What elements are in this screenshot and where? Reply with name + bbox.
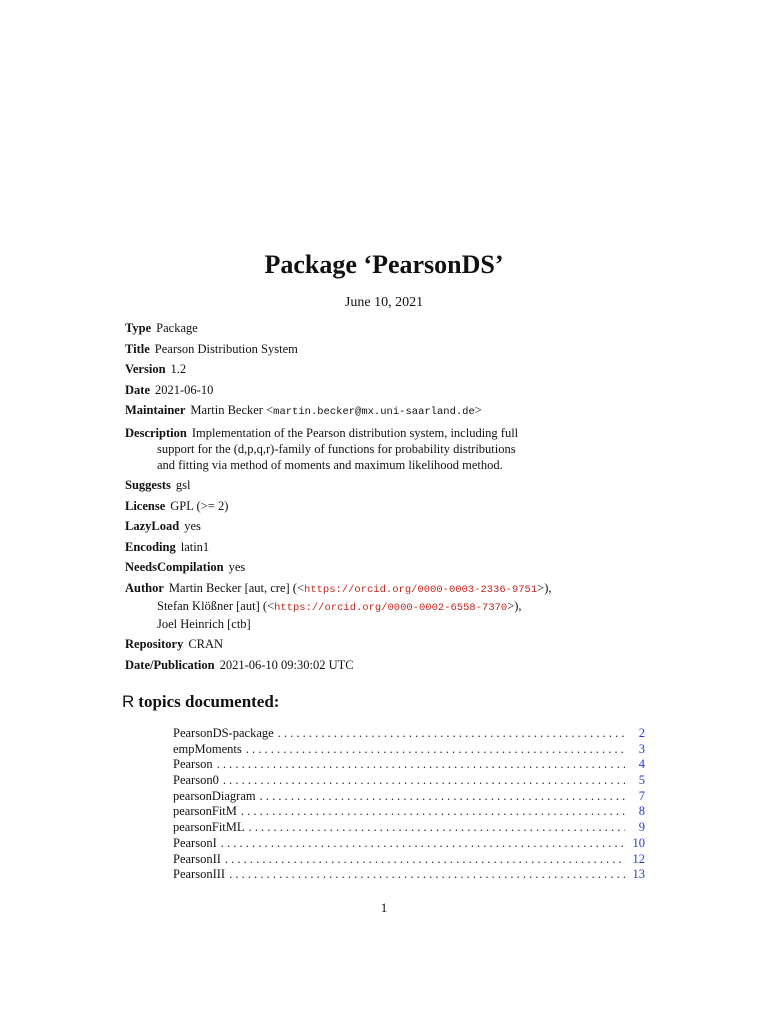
maintainer-close: >: [474, 403, 482, 417]
toc-item[interactable]: [173, 836, 645, 852]
toc-item[interactable]: [173, 820, 645, 836]
field-key: Author: [125, 580, 164, 595]
description-fields: [125, 320, 645, 677]
toc-heading-text: topics documented:: [138, 692, 280, 711]
toc-page-link[interactable]: 2: [638, 726, 645, 740]
author-text: >),: [507, 598, 522, 613]
toc-page-link[interactable]: 10: [632, 835, 645, 850]
toc-item-name[interactable]: PearsonI: [173, 835, 217, 850]
field-key: Encoding: [125, 539, 176, 554]
toc-item[interactable]: [173, 789, 645, 805]
field-encoding: [125, 539, 645, 555]
field-value: GPL (>= 2): [170, 498, 229, 513]
toc-item[interactable]: [173, 804, 645, 820]
toc-item-name[interactable]: pearsonDiagram: [173, 788, 256, 803]
toc-item[interactable]: [173, 742, 645, 758]
toc-leader-dots: [217, 757, 625, 772]
toc-item[interactable]: [173, 757, 645, 773]
toc-leader-dots: [241, 804, 625, 819]
author-text: Martin Becker [aut, cre] (<: [168, 580, 305, 595]
toc-leader-dots: [225, 852, 625, 867]
description-line: and fitting via method of moments and maximum likelihood method.: [157, 457, 503, 472]
field-value: 1.2: [170, 362, 187, 376]
toc-item-name[interactable]: pearsonFitML: [173, 820, 245, 835]
field-value: latin1: [180, 539, 210, 554]
toc-page-link[interactable]: 13: [632, 867, 645, 882]
toc-item[interactable]: [173, 773, 645, 789]
field-title: [125, 341, 645, 357]
field-publication: [125, 657, 645, 673]
field-key: Maintainer: [125, 403, 186, 417]
toc-item[interactable]: [173, 852, 645, 868]
author-line: [125, 598, 645, 616]
toc-leader-dots: [249, 820, 625, 835]
toc-page-link[interactable]: 8: [638, 804, 645, 819]
description-line: support for the (d,p,q,r)-family of functions for probability distributions: [157, 441, 516, 456]
toc-leader-dots: [229, 867, 625, 882]
r-logo-icon: R: [122, 692, 135, 711]
field-key: Suggests: [125, 478, 171, 492]
field-value: Pearson Distribution System: [154, 341, 298, 356]
field-key: NeedsCompilation: [125, 560, 224, 574]
field-key: License: [125, 498, 166, 513]
field-value: yes: [228, 560, 246, 574]
page-number: 1: [380, 900, 388, 915]
toc-leader-dots: [278, 726, 625, 741]
toc-leader-dots: [223, 773, 625, 788]
toc-page-link[interactable]: 7: [638, 788, 645, 803]
toc-leader-dots: [246, 742, 625, 757]
toc-item-name[interactable]: Pearson: [173, 757, 213, 772]
toc-item-name[interactable]: empMoments: [173, 741, 242, 756]
field-value: Package: [156, 321, 198, 335]
toc-item-name[interactable]: PearsonDS-package: [173, 726, 274, 740]
toc-leader-dots: [221, 836, 625, 851]
maintainer-email: martin.becker@mx.uni-saarland.de: [273, 406, 475, 418]
field-version: [125, 361, 645, 377]
field-license: [125, 498, 645, 514]
field-key: Title: [125, 341, 150, 356]
field-value: 2021-06-10: [155, 382, 214, 397]
author-text: Stefan Klößner [aut] (<: [157, 598, 275, 613]
toc-item[interactable]: [173, 726, 645, 742]
field-key: Repository: [125, 637, 184, 651]
author-text: >),: [537, 580, 552, 595]
field-key: Version: [125, 362, 166, 376]
orcid-link[interactable]: https://orcid.org/0000-0003-2336-9751: [304, 583, 538, 596]
toc-leader-dots: [260, 789, 625, 804]
field-value: gsl: [175, 478, 191, 492]
field-value: CRAN: [188, 637, 224, 651]
toc-page-link[interactable]: 4: [638, 757, 645, 772]
maintainer-name: Martin Becker <: [190, 403, 274, 417]
toc-item-name[interactable]: Pearson0: [173, 773, 219, 788]
toc-item-name[interactable]: PearsonIII: [173, 867, 226, 882]
field-date: [125, 382, 645, 398]
toc-item[interactable]: [173, 867, 645, 883]
field-author: [125, 580, 645, 632]
package-title: Package ‘PearsonDS’: [264, 250, 504, 279]
package-date: June 10, 2021: [344, 295, 424, 310]
toc-item-name[interactable]: PearsonII: [173, 851, 221, 866]
toc-page-link[interactable]: 12: [632, 851, 645, 866]
field-maintainer: [125, 402, 645, 420]
toc-page-link[interactable]: 5: [638, 773, 645, 788]
field-key: Date/Publication: [125, 657, 215, 672]
field-needscompilation: [125, 559, 645, 575]
field-key: LazyLoad: [125, 519, 180, 533]
field-key: Type: [125, 321, 152, 335]
field-type: [125, 320, 645, 336]
toc-heading: [122, 692, 279, 712]
field-value: 2021-06-10 09:30:02 UTC: [219, 657, 354, 672]
description-line: Implementation of the Pearson distribution system, including full: [191, 425, 519, 440]
toc-item-name[interactable]: pearsonFitM: [173, 804, 237, 819]
field-key: Description: [125, 425, 187, 440]
field-key: Date: [125, 382, 150, 397]
field-description: [125, 425, 645, 473]
table-of-contents: [173, 726, 645, 883]
field-lazyload: [125, 518, 645, 534]
orcid-link[interactable]: https://orcid.org/0000-0002-6558-7370: [274, 601, 508, 614]
field-value: yes: [184, 519, 201, 533]
field-suggests: [125, 477, 645, 493]
toc-page-link[interactable]: 3: [638, 741, 645, 756]
author-line: Joel Heinrich [ctb]: [157, 616, 251, 631]
toc-page-link[interactable]: 9: [638, 820, 645, 835]
field-repository: [125, 636, 645, 652]
